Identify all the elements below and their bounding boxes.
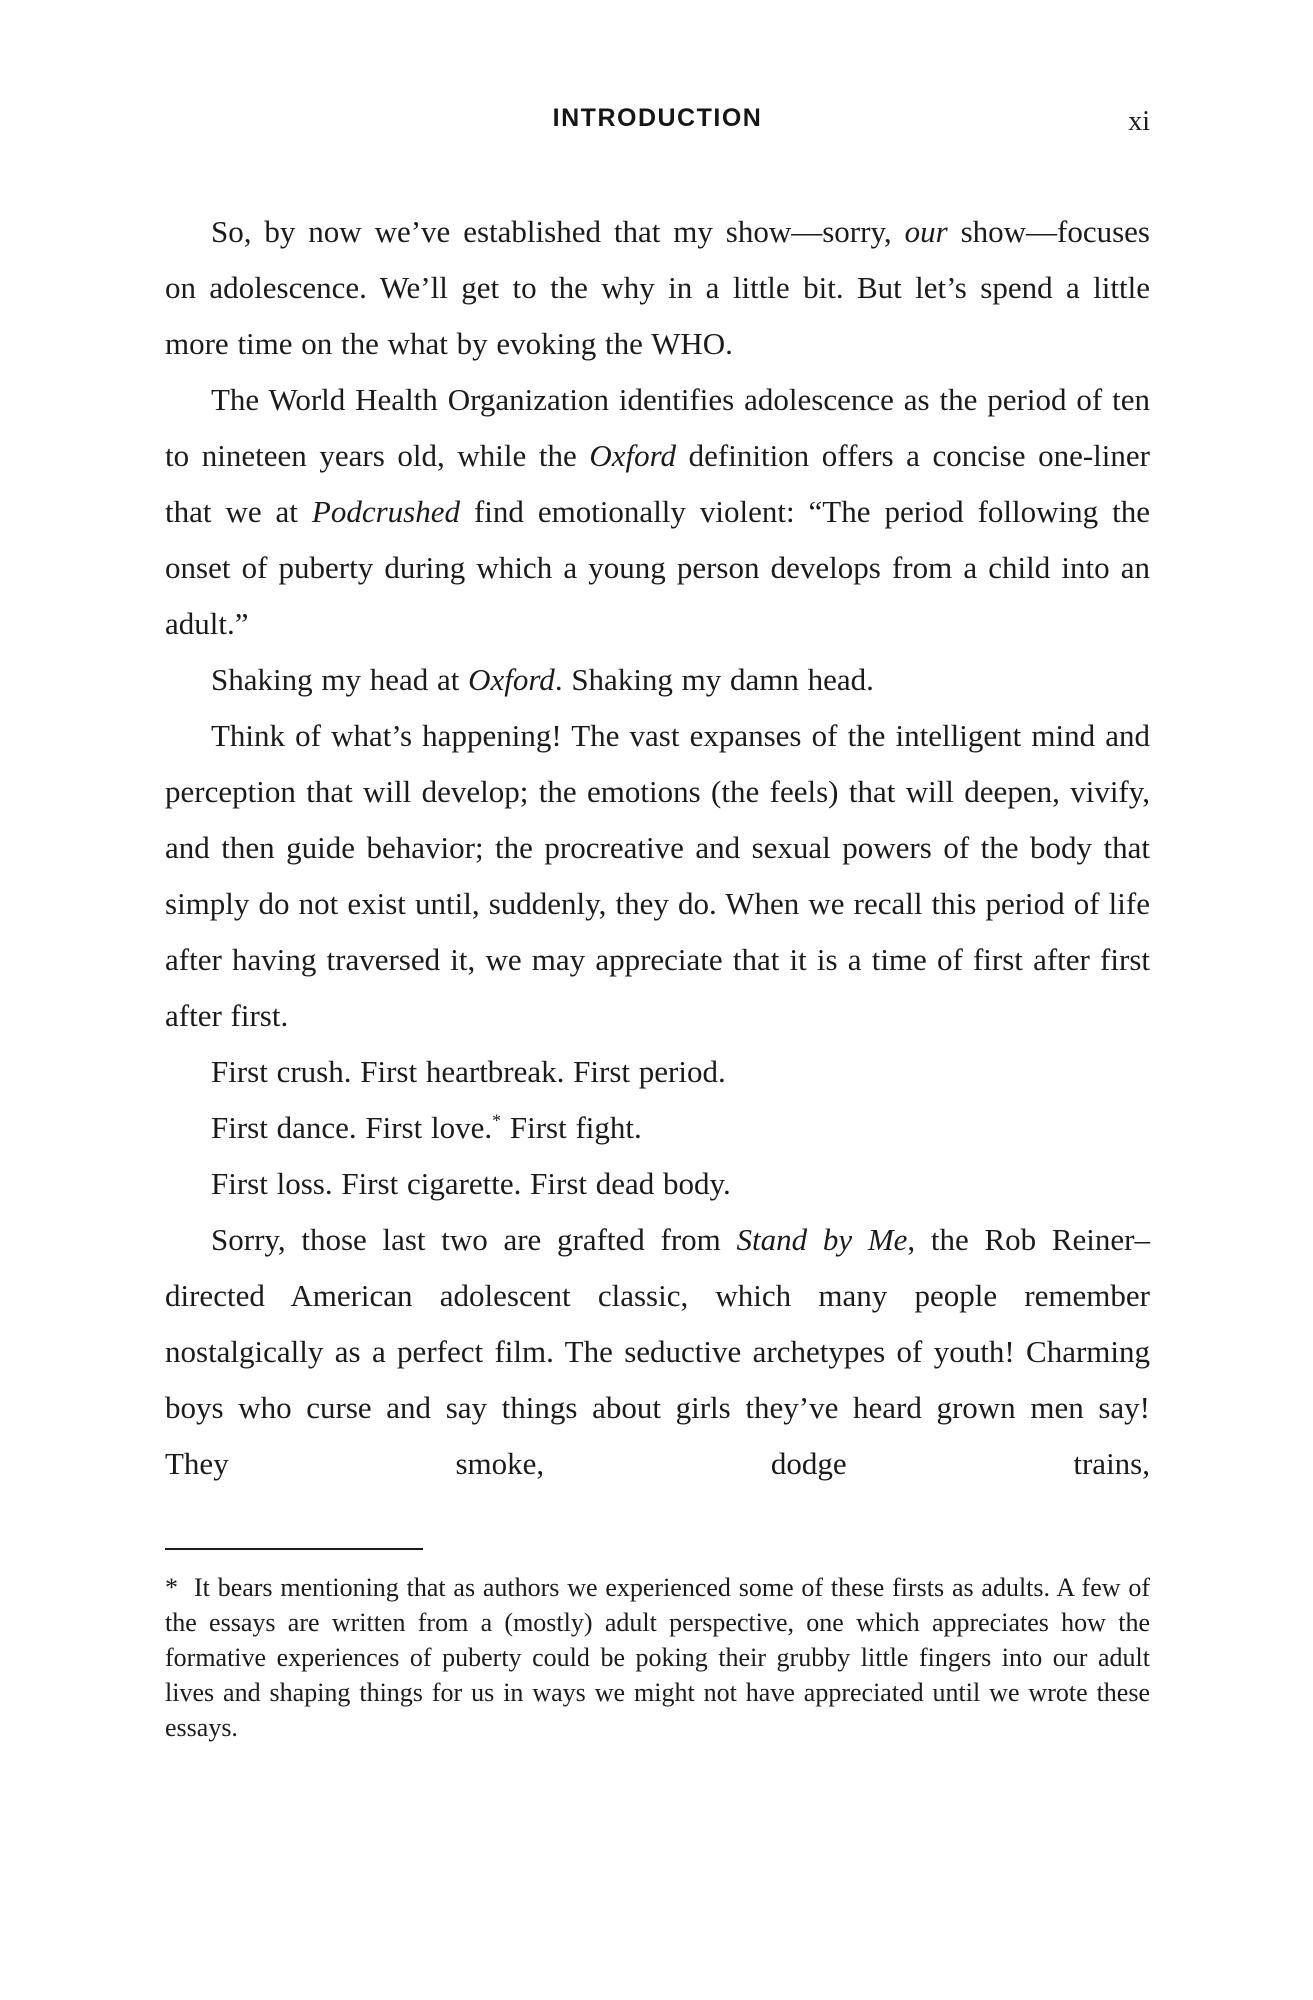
text-segment: our: [904, 214, 948, 249]
paragraph: [165, 652, 1150, 708]
text-segment: show—focuses on adolescence. We’ll get to the why in a little bit. But let’s spend a little more time on the what by evoking the WHO.: [165, 214, 1150, 361]
text-segment: First fight.: [501, 1110, 642, 1145]
text-segment: First loss. First cigarette. First dead body.: [211, 1166, 731, 1201]
text-segment: Stand by Me: [736, 1222, 908, 1257]
text-segment: Shaking my head at: [211, 662, 469, 697]
footnote-rule: [165, 1548, 423, 1550]
paragraph: [165, 1212, 1150, 1492]
text-segment: Oxford: [589, 438, 677, 473]
footnote: [165, 1570, 1150, 1745]
paragraph: [165, 1156, 1150, 1212]
paragraph: [165, 372, 1150, 652]
text-segment: The World Health Organization identifies adolescence as the period of ten to nineteen years old, while the: [165, 382, 1150, 473]
text-segment: Think of what’s happening! The vast expanses of the intelligent mind and perception that will develop; the emotions (the feels) that will deepen, vivify, and then guide behavior; the procreative and sexual powers of the body that simply do not exist until, suddenly, they do. When we recall this period of life after having traversed it, we may appreciate that it is a time of first after first after first.: [165, 718, 1150, 1033]
paragraph: [165, 1044, 1150, 1100]
footnote-text: It bears mentioning that as authors we experienced some of these firsts as adults. A few of the essays are written from a (mostly) adult perspective, one which appreciates how the formative experiences of puberty could be poking their grubby little fingers into our adult lives and shaping things for us in ways we might not have appreciated until we wrote these essays.: [165, 1573, 1150, 1742]
paragraph: [165, 708, 1150, 1044]
text-segment: definition offers a concise one-liner that we at: [165, 438, 1150, 529]
body-text: [165, 204, 1150, 1492]
text-segment: First crush. First heartbreak. First period.: [211, 1054, 726, 1089]
text-segment: Sorry, those last two are grafted from: [211, 1222, 737, 1257]
text-segment: , the Rob Reiner–directed American adolescent classic, which many people remember nostalgically as a perfect film. The seductive archetypes of youth! Charming boys who curse and say things about girls they’ve heard grown men say! They smoke, dodge trains,: [165, 1222, 1150, 1481]
footnote-reference: *: [492, 1110, 502, 1131]
chapter-title: INTRODUCTION: [552, 104, 763, 132]
text-segment: Podcrushed: [311, 494, 460, 529]
text-segment: find emotionally violent: “The period following the onset of puberty during which a young person develops from a child into an adult.”: [165, 494, 1150, 641]
paragraph: [165, 204, 1150, 372]
footnote-block: [165, 1548, 1150, 1745]
running-header: [165, 104, 1150, 146]
text-segment: Oxford: [468, 662, 555, 697]
paragraph: [165, 1100, 1150, 1156]
text-segment: So, by now we’ve established that my show—sorry,: [211, 214, 905, 249]
text-segment: First dance. First love.: [211, 1110, 493, 1145]
page-number: xi: [1128, 106, 1150, 137]
text-segment: . Shaking my damn head.: [554, 662, 874, 697]
footnote-marker: *: [165, 1573, 178, 1602]
